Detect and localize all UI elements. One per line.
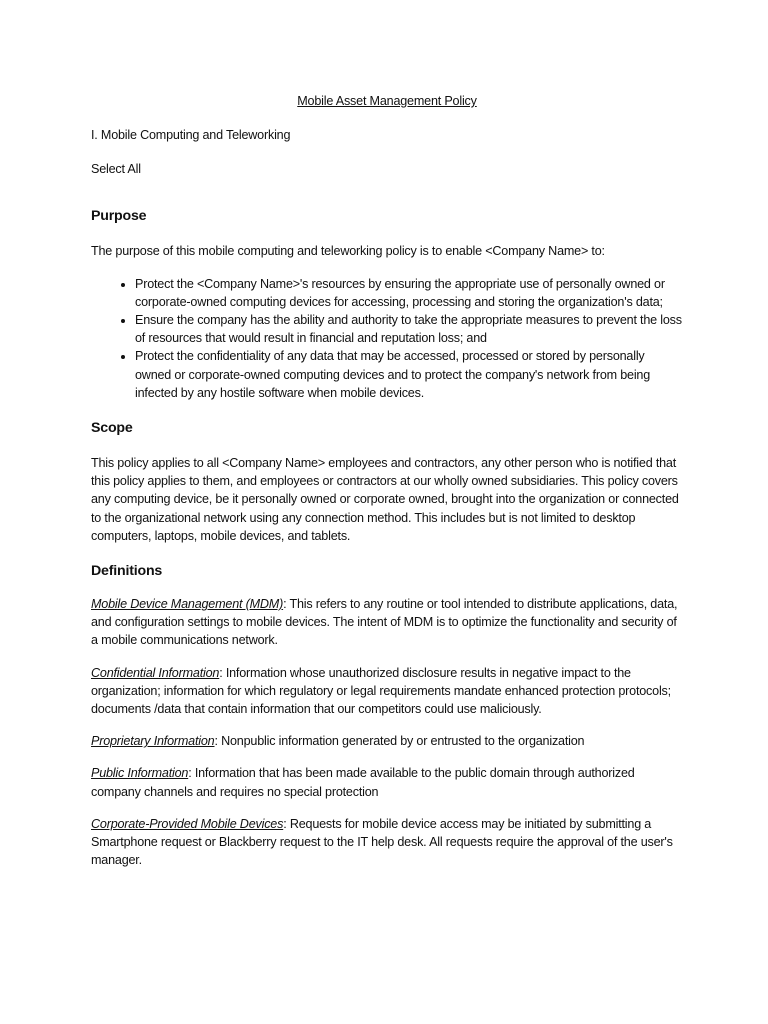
definition-colon: :	[283, 816, 287, 831]
purpose-bullet-list	[91, 275, 683, 402]
purpose-bullet: • Protect the confidentiality of any data that may be accessed, processed or stored by personally owned or corporate-owned computing devices and to protect the company's network from being infected by any hostile software when mobile devices.	[135, 347, 683, 402]
purpose-bullet: • Ensure the company has the ability and authority to take the appropriate measures to prevent the loss of resources that would result in financial and reputation loss; and	[135, 311, 683, 347]
document-title: Mobile Asset Management Policy	[297, 94, 477, 108]
definition-text: This refers to any routine or tool intended to distribute applications, data, and configuration settings to mobile devices. The intent of MDM is to optimize the functionality and security of a mobile communications network.	[91, 597, 678, 648]
section-title: I. Mobile Computing and Teleworking	[91, 128, 291, 142]
definition-item	[91, 815, 683, 870]
definition-item	[91, 664, 683, 719]
definition-item	[91, 764, 683, 800]
definition-term: Public Information	[91, 766, 189, 781]
definition-colon: :	[283, 597, 287, 612]
select-all-link[interactable]: Select All	[91, 162, 141, 177]
definition-item	[91, 732, 683, 750]
definition-colon: :	[188, 766, 192, 781]
definition-term: Proprietary Information	[91, 734, 215, 749]
definition-term: Confidential Information	[91, 665, 220, 680]
scope-text: This policy applies to all <Company Name> employees and contractors, any other person who is notified that this policy applies to them, and employees or contractors at our wholly owned subsidiaries. This policy covers any computing device, be it personally owned or corporate owned, brought into the organization or connected to the organizational network using any connection method. This includes but is not limited to desktop computers, laptops, mobile devices, and tablets.	[91, 456, 679, 543]
definition-text: Nonpublic information generated by or entrusted to the organization	[217, 734, 585, 749]
purpose-heading: Purpose	[91, 208, 147, 225]
purpose-intro: The purpose of this mobile computing and teleworking policy is to enable <Company Name> to:	[91, 244, 605, 259]
scope-heading: Scope	[91, 420, 133, 437]
definition-text: Information that has been made available to the public domain through authorized company channels and requires no special protection	[91, 766, 635, 799]
definition-term: Mobile Device Management (MDM)	[91, 597, 284, 612]
definition-colon: :	[219, 665, 223, 680]
definitions-heading: Definitions	[91, 563, 163, 580]
definition-text: Information whose unauthorized disclosure results in negative impact to the organization; information for which regulatory or legal requirements mandate enhanced protection protocols; documents /data that contain information that our competitors could use maliciously.	[91, 665, 671, 717]
definition-term: Corporate-Provided Mobile Devices	[91, 816, 284, 831]
document-body	[91, 92, 683, 869]
purpose-bullet: • Protect the <Company Name>'s resources by ensuring the appropriate use of personally owned or corporate-owned computing devices for accessing, processing and storing the organization's data;	[135, 275, 683, 311]
definition-item	[91, 595, 683, 650]
definition-text: Requests for mobile device access may be initiated by submitting a Smartphone request or Blackberry request to the IT help desk. All requests require the approval of the user's manager.	[91, 816, 673, 868]
definition-colon: :	[214, 734, 218, 749]
